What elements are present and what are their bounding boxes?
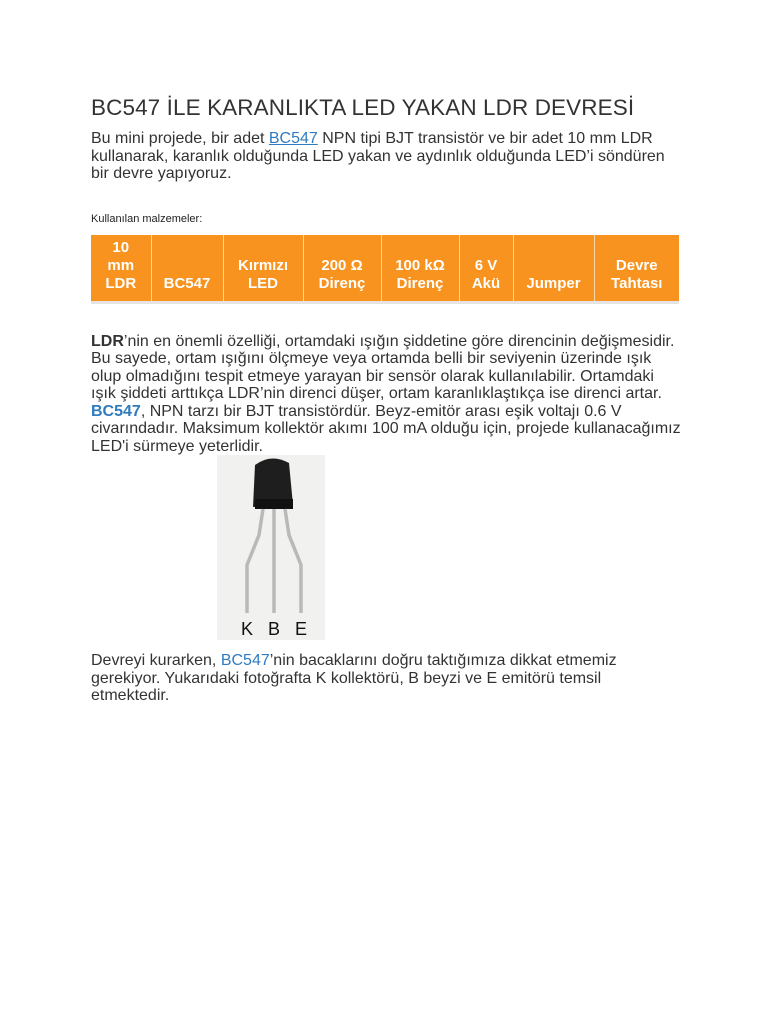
material-cell-line: Direnç <box>318 274 366 292</box>
outro-paragraph <box>91 652 681 705</box>
material-cell <box>459 235 513 301</box>
materials-table <box>91 235 679 301</box>
page-title: BC547 İLE KARANLIKTA LED YAKAN LDR DEVRESİ <box>91 95 635 120</box>
intro-paragraph <box>91 130 681 183</box>
material-cell <box>223 235 303 301</box>
material-cell-line: Tahtası <box>611 274 663 292</box>
material-cell-line: Akü <box>471 274 501 292</box>
bc547-link[interactable]: BC547 <box>268 130 318 147</box>
bc547-inline-link[interactable]: BC547 <box>220 652 270 669</box>
material-cell <box>381 235 459 301</box>
photo-label-k: K <box>240 619 254 639</box>
material-cell-line: 6 V <box>474 256 498 274</box>
bc547-term: BC547 <box>91 402 141 420</box>
ldr-description: ’nin en önemli özelliği, ortamdaki ışığın şiddetine göre direncinin değişmesidir. Bu sayede, ortam ışığını ölçmeye veya ortamda belli bir seviyenin üzerinde ışık olup olmadığını tespit etmeye yarayan bir sensör olarak kullanılabilir. Ortamdaki ışık şiddeti arttıkça LDR’nin direnci düşer, ortam karanlıklaştıkça ise direnci artar. <box>91 332 675 402</box>
outro-text-start: Devreyi kurarken, <box>91 652 221 669</box>
intro-text-start: Bu mini projede, bir adet <box>91 130 269 147</box>
material-cell-line: 100 kΩ <box>395 256 445 274</box>
material-cell-line: Kırmızı <box>237 256 288 274</box>
materials-header-row <box>91 235 679 301</box>
photo-label-e: E <box>294 619 308 639</box>
intro-text-end: NPN tipi BJT transistör ve bir adet 10 mm LDR kullanarak, karanlık olduğunda LED yakan ve aydınlık olduğunda LED’i söndüren bir devre yapıyoruz. <box>91 130 665 182</box>
materials-label: Kullanılan malzemeler: <box>91 212 203 225</box>
material-cell-line: LED <box>248 274 278 292</box>
material-cell <box>151 235 223 301</box>
material-cell-line: BC547 <box>163 274 211 292</box>
material-cell <box>594 235 679 301</box>
table-shadow <box>91 301 679 304</box>
article <box>91 94 681 705</box>
material-cell-line: 10 <box>112 238 130 256</box>
bc547-paragraph <box>91 403 681 456</box>
material-cell-line: LDR <box>105 274 137 292</box>
material-cell-line: mm <box>107 256 135 274</box>
material-cell-line: Devre <box>615 256 658 274</box>
material-cell <box>513 235 594 301</box>
material-cell <box>91 235 151 301</box>
ldr-term: LDR <box>91 332 124 350</box>
bc547-description: , NPN tarzı bir BJT transistördür. Beyz-emitör arası eşik voltajı 0.6 V civarındadır. Maksimum kollektör akımı 100 mA olduğu için, projede kullanacağımız LED'i sürmeye yeterlidir. <box>91 402 681 455</box>
material-cell-line: 200 Ω <box>321 256 363 274</box>
transistor-image <box>217 455 325 640</box>
outro-text-end: ’nin bacaklarını doğru taktığımıza dikkat etmemiz gerekiyor. Yukarıdaki fotoğrafta K kollektörü, B beyzi ve E emitörü temsil etmektedir. <box>91 652 617 704</box>
photo-label-b: B <box>267 619 281 639</box>
ldr-paragraph <box>91 333 681 403</box>
material-cell-line: Direnç <box>396 274 444 292</box>
transistor-photo <box>217 455 325 640</box>
material-cell <box>303 235 381 301</box>
material-cell-line: Jumper <box>526 274 581 292</box>
